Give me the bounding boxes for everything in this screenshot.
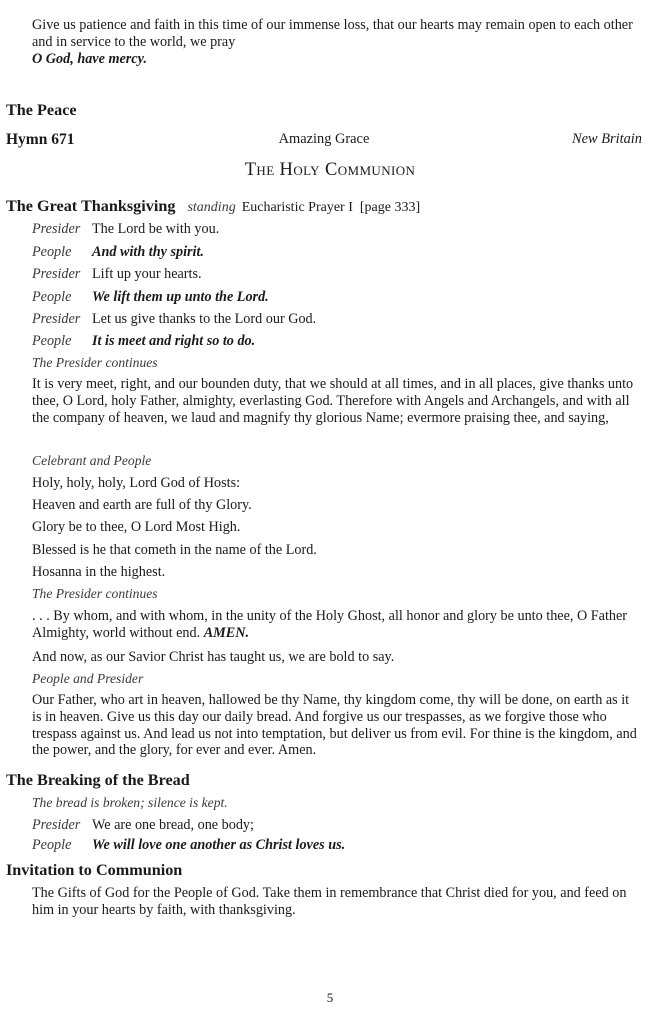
dialogue-text: The Lord be with you. bbox=[92, 221, 220, 237]
dialogue-response: And with thy spirit. bbox=[92, 244, 204, 260]
role-label: People bbox=[32, 333, 72, 349]
page-reference: [page 333] bbox=[359, 200, 421, 215]
sanctus-line: Glory be to thee, O Lord Most High. bbox=[32, 519, 241, 535]
dialogue-line bbox=[32, 817, 254, 834]
dialogue-text: Let us give thanks to the Lord our God. bbox=[92, 311, 317, 327]
hymn-title: Amazing Grace bbox=[278, 131, 370, 147]
hymn-row bbox=[6, 131, 642, 151]
role-label: People bbox=[32, 289, 72, 305]
doxology bbox=[32, 608, 640, 642]
invitation-heading: Invitation to Communion bbox=[6, 861, 183, 879]
page-number: 5 bbox=[326, 990, 334, 1005]
lords-prayer-text: Our Father, who art in heaven, hallowed be thy Name, thy kingdom come, thy will be done, on earth as it is in heaven. Give us this day our daily bread. And forgive us our trespasses, as we forgive those who trespass against us. And lead us not into temptation, but deliver us from evil. For thine is the kingdom, and the power, and the glory, for ever and ever. Amen. bbox=[32, 692, 637, 759]
doxology-amen: AMEN. bbox=[203, 624, 250, 641]
sanctus-line: Heaven and earth are full of thy Glory. bbox=[32, 497, 252, 513]
hymn-tune: New Britain bbox=[572, 131, 642, 147]
dialogue-response: We will love one another as Christ loves us. bbox=[92, 837, 346, 853]
dialogue-line bbox=[32, 221, 219, 238]
peace-heading: The Peace bbox=[6, 101, 77, 119]
dialogue-line bbox=[32, 333, 255, 350]
great-thanksgiving-details bbox=[179, 200, 420, 215]
dialogue-line bbox=[32, 289, 269, 306]
invitation-text: The Gifts of God for the People of God. Take them in remembrance that Christ died for you, and feed on him in your hearts by faith, with thanksgiving. bbox=[32, 885, 627, 918]
posture-rubric: standing bbox=[187, 200, 236, 215]
opening-prayer-text: Give us patience and faith in this time of our immense loss, that our hearts may remain open to each other and in service to the world, we pray bbox=[32, 17, 633, 50]
preface-text: It is very meet, right, and our bounden duty, that we should at all times, and in all places, give thanks unto thee, O Lord, holy Father, almighty, everlasting God. Therefore with Angels and Archangels, and with all the company of heaven, we laud and magnify thy glorious Name; evermore praising thee, and saying, bbox=[32, 376, 634, 426]
prayer-name: Eucharistic Prayer I bbox=[241, 200, 353, 215]
dialogue-line bbox=[32, 266, 202, 283]
doxology-text: . . . By whom, and with whom, in the unity of the Holy Ghost, all honor and glory be unto thee, O Father Almighty, world without end. bbox=[32, 608, 628, 641]
dialogue-text: Lift up your hearts. bbox=[92, 266, 202, 282]
dialogue-line bbox=[32, 244, 204, 261]
sanctus-line: Hosanna in the highest. bbox=[32, 564, 166, 580]
section-title-text: The Holy Communion bbox=[244, 160, 416, 180]
sanctus-line: Holy, holy, holy, Lord God of Hosts: bbox=[32, 475, 241, 491]
breaking-heading: The Breaking of the Bread bbox=[6, 771, 190, 789]
opening-prayer bbox=[32, 17, 640, 67]
dialogue-text: We are one bread, one body; bbox=[92, 817, 254, 833]
role-label: Presider bbox=[32, 817, 81, 833]
dialogue-response: We lift them up unto the Lord. bbox=[92, 289, 269, 305]
great-thanksgiving-heading bbox=[6, 197, 420, 216]
role-label: Presider bbox=[32, 266, 81, 282]
breaking-rubric: The bread is broken; silence is kept. bbox=[32, 795, 228, 810]
opening-prayer-response: O God, have mercy. bbox=[32, 50, 147, 67]
hymn-number: Hymn 671 bbox=[6, 131, 75, 148]
sanctus-line: Blessed is he that cometh in the name of the Lord. bbox=[32, 542, 317, 558]
rubric-celebrant-people: Celebrant and People bbox=[32, 453, 152, 468]
role-label: People bbox=[32, 244, 72, 260]
great-thanksgiving-title: The Great Thanksgiving bbox=[6, 197, 176, 215]
dialogue-response: It is meet and right so to do. bbox=[92, 333, 256, 349]
rubric-people-presider: People and Presider bbox=[32, 671, 144, 686]
dialogue-line bbox=[32, 837, 345, 854]
section-title bbox=[0, 160, 660, 181]
role-label: Presider bbox=[32, 221, 81, 237]
dialogue-line bbox=[32, 311, 316, 328]
role-label: Presider bbox=[32, 311, 81, 327]
role-label: People bbox=[32, 837, 72, 853]
lords-prayer-intro: And now, as our Savior Christ has taught us, we are bold to say. bbox=[32, 649, 395, 665]
rubric-presider-continues: The Presider continues bbox=[32, 586, 158, 601]
rubric-presider-continues: The Presider continues bbox=[32, 355, 158, 370]
